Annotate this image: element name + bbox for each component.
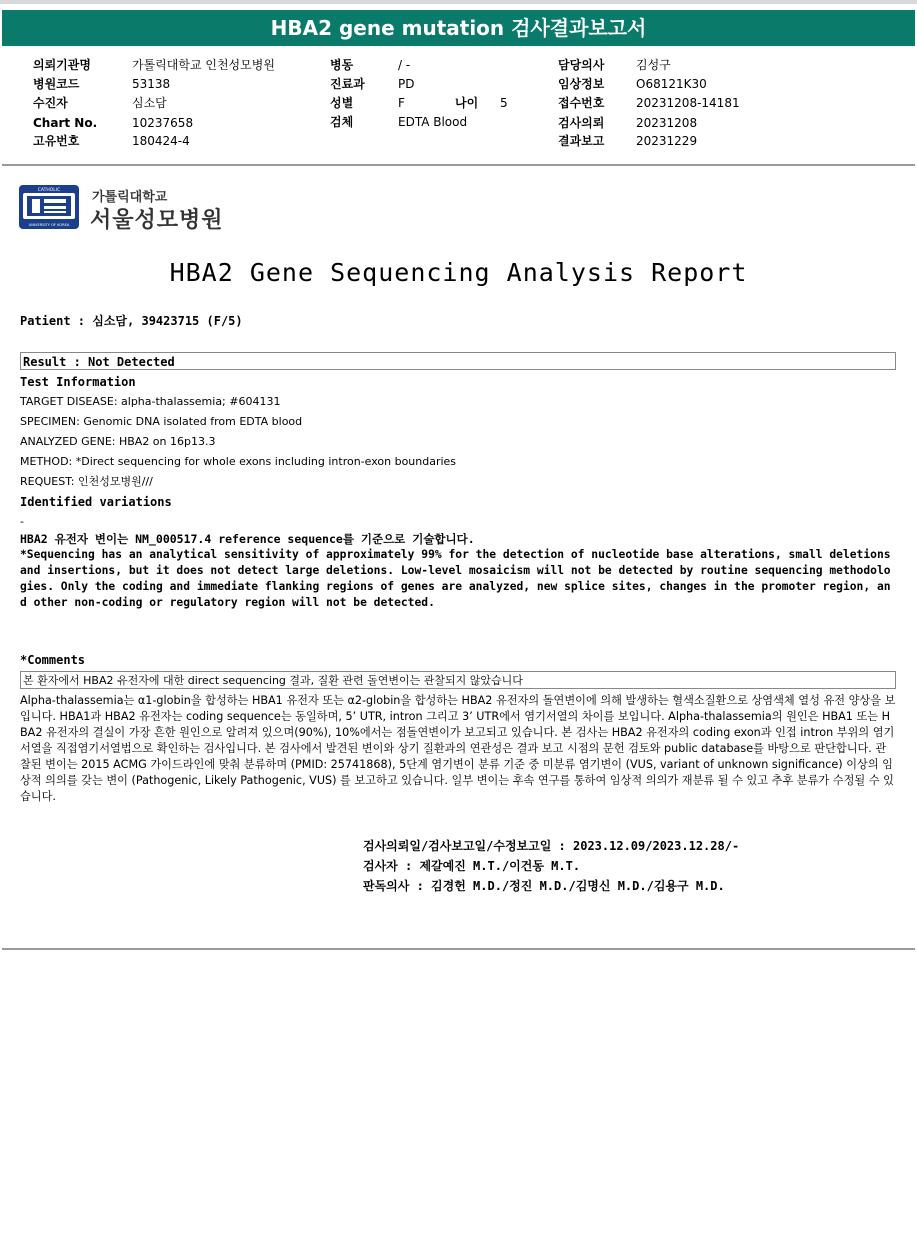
examiner-line: 검사자 : 제갈예진 M.T./이건동 M.T.: [363, 859, 581, 873]
reference-note: HBA2 유전자 변이는 NM_000517.4 reference sequence를 기준으로 기술합니다.: [20, 532, 475, 546]
request-date-value: 20231208: [636, 116, 698, 130]
chart-no-value: 10237658: [132, 116, 194, 130]
patient-line: Patient : 심소담, 39423715 (F/5): [20, 314, 243, 328]
logo-hospital-name: 서울성모병원: [90, 208, 224, 233]
unique-id-value: 180424-4: [132, 134, 190, 148]
department-label: 진료과: [330, 77, 365, 91]
sex-label: 성별: [330, 96, 354, 110]
target-disease-line: TARGET DISEASE: alpha-thalassemia; #604131: [20, 395, 281, 408]
ward-label: 병동: [330, 58, 354, 72]
unique-id-label: 고유번호: [33, 134, 80, 148]
comment-summary-box: 본 환자에서 HBA2 유전자에 대한 direct sequencing 결과, 질환 관련 돌연변이는 관찰되지 않았습니다: [20, 671, 896, 689]
identified-variations-heading: Identified variations: [20, 495, 172, 509]
comments-heading: *Comments: [20, 653, 86, 667]
svg-text:UNIVERSITY OF KOREA: UNIVERSITY OF KOREA: [28, 223, 70, 227]
specimen-label: 검체: [330, 115, 354, 129]
comment-body: Alpha-thalassemia는 α1-globin을 합성하는 HBA1 유전자 또는 α2-globin을 합성하는 HBA2 유전자의 돌연변이에 의해 발생하는 혈색소질환으로 상염색체 열성 유전 양상을 보입니다. HBA1과 HBA2 유전자는 coding sequence는 동일하며, 5’ UTR, intron 그리고 3’ UTR에서 염기서열의 차이를 보입니다. Alpha-thalassemia의 원인은 HBA1 또는 HBA2 유전자의 결실이 가장 흔한 원인으로 알려져 있으며(90%), 10%에서는 점돌연변이가 보고되고 있습니다. 본 검사는 HBA2 유전자의 coding exon과 인접 intron 부위의 염기서열을 직접염기서열법으로 확인하는 검사입니다. 본 검사에서 발견된 변이와 상기 질환과의 연관성은 결과 보고 시점의 문헌 검토와 public database를 바탕으로 판단합니다. 관찰된 변이는 2015 ACMG 가이드라인에 맞춰 분류하며 (PMID: 25741868), 5단계 염기변이 분류 기준 중 미분류 염기변이 (VUS, variant of unknown significance) 이상의 임상적 의의를 갖는 변이 (Pathogenic, Likely Pathogenic, VUS) 를 보고하고 있습니다. 일부 변이는 후속 연구를 통하여 임상적 의의가 재분류 될 수 있고 추후 분류가 수정될 수 있습니다.: [20, 694, 896, 803]
top-border: [0, 0, 917, 4]
hospital-emblem-icon: [18, 184, 80, 230]
physician-line: 판독의사 : 김경헌 M.D./정진 M.D./김명신 M.D./김용구 M.D.: [363, 879, 725, 893]
patient-name-label: 수진자: [33, 96, 68, 110]
chart-no-label: Chart No.: [33, 116, 98, 130]
age-label: 나이: [455, 96, 479, 110]
identified-variations-value: -: [20, 515, 24, 528]
analyzed-gene-line: ANALYZED GENE: HBA2 on 16p13.3: [20, 435, 216, 448]
test-info-heading: Test Information: [20, 375, 136, 389]
dates-line: 검사의뢰일/검사보고일/수정보고일 : 2023.12.09/2023.12.28/-: [363, 839, 740, 853]
clinical-info-label: 임상정보: [558, 77, 605, 91]
department-value: PD: [398, 77, 415, 91]
logo-university-name: 가톨릭대학교: [92, 190, 168, 205]
sex-value: F: [398, 96, 405, 110]
clinical-info-value: O68121K30: [636, 77, 707, 91]
sensitivity-note: *Sequencing has an analytical sensitivity of approximately 99% for the detection of nucleotide base alterations, small deletions and insertions, but it does not detect large deletions. Low-level mosaicism will not be detected by routine sequencing methodologies. Only the coding and immediate flanking regions of genes are analyzed, new splice sites, changes in the promoter region, and other non-coding or regulatory region will not be detected.: [20, 548, 891, 609]
hospital-code-label: 병원코드: [33, 77, 80, 91]
method-line: METHOD: *Direct sequencing for whole exons including intron-exon boundaries: [20, 455, 457, 468]
footer-divider: [2, 948, 915, 950]
report-date-value: 20231229: [636, 134, 698, 148]
result-box: Result : Not Detected: [20, 352, 896, 370]
age-value: 5: [500, 96, 508, 110]
receipt-no-value: 20231208-14181: [636, 96, 740, 110]
report-header-title: HBA2 gene mutation 검사결과보고서: [2, 10, 915, 46]
doctor-label: 담당의사: [558, 58, 605, 72]
doctor-value: 김성구: [636, 58, 671, 72]
svg-text:CATHOLIC: CATHOLIC: [37, 188, 61, 193]
hospital-code-value: 53138: [132, 77, 171, 91]
ward-value: / -: [398, 58, 411, 72]
patient-name-value: 심소담: [132, 96, 167, 110]
institution-value: 가톨릭대학교 인천성모병원: [132, 58, 275, 72]
request-date-label: 검사의뢰: [558, 116, 605, 130]
hospital-logo: [18, 184, 80, 234]
receipt-no-label: 접수번호: [558, 96, 605, 110]
report-title: HBA2 Gene Sequencing Analysis Report: [169, 258, 748, 287]
specimen-line: SPECIMEN: Genomic DNA isolated from EDTA blood: [20, 415, 303, 428]
institution-label: 의뢰기관명: [33, 58, 91, 72]
header-divider: [2, 164, 915, 166]
specimen-value: EDTA Blood: [398, 115, 468, 129]
request-line: REQUEST: 인천성모병원///: [20, 475, 153, 488]
report-date-label: 결과보고: [558, 134, 605, 148]
